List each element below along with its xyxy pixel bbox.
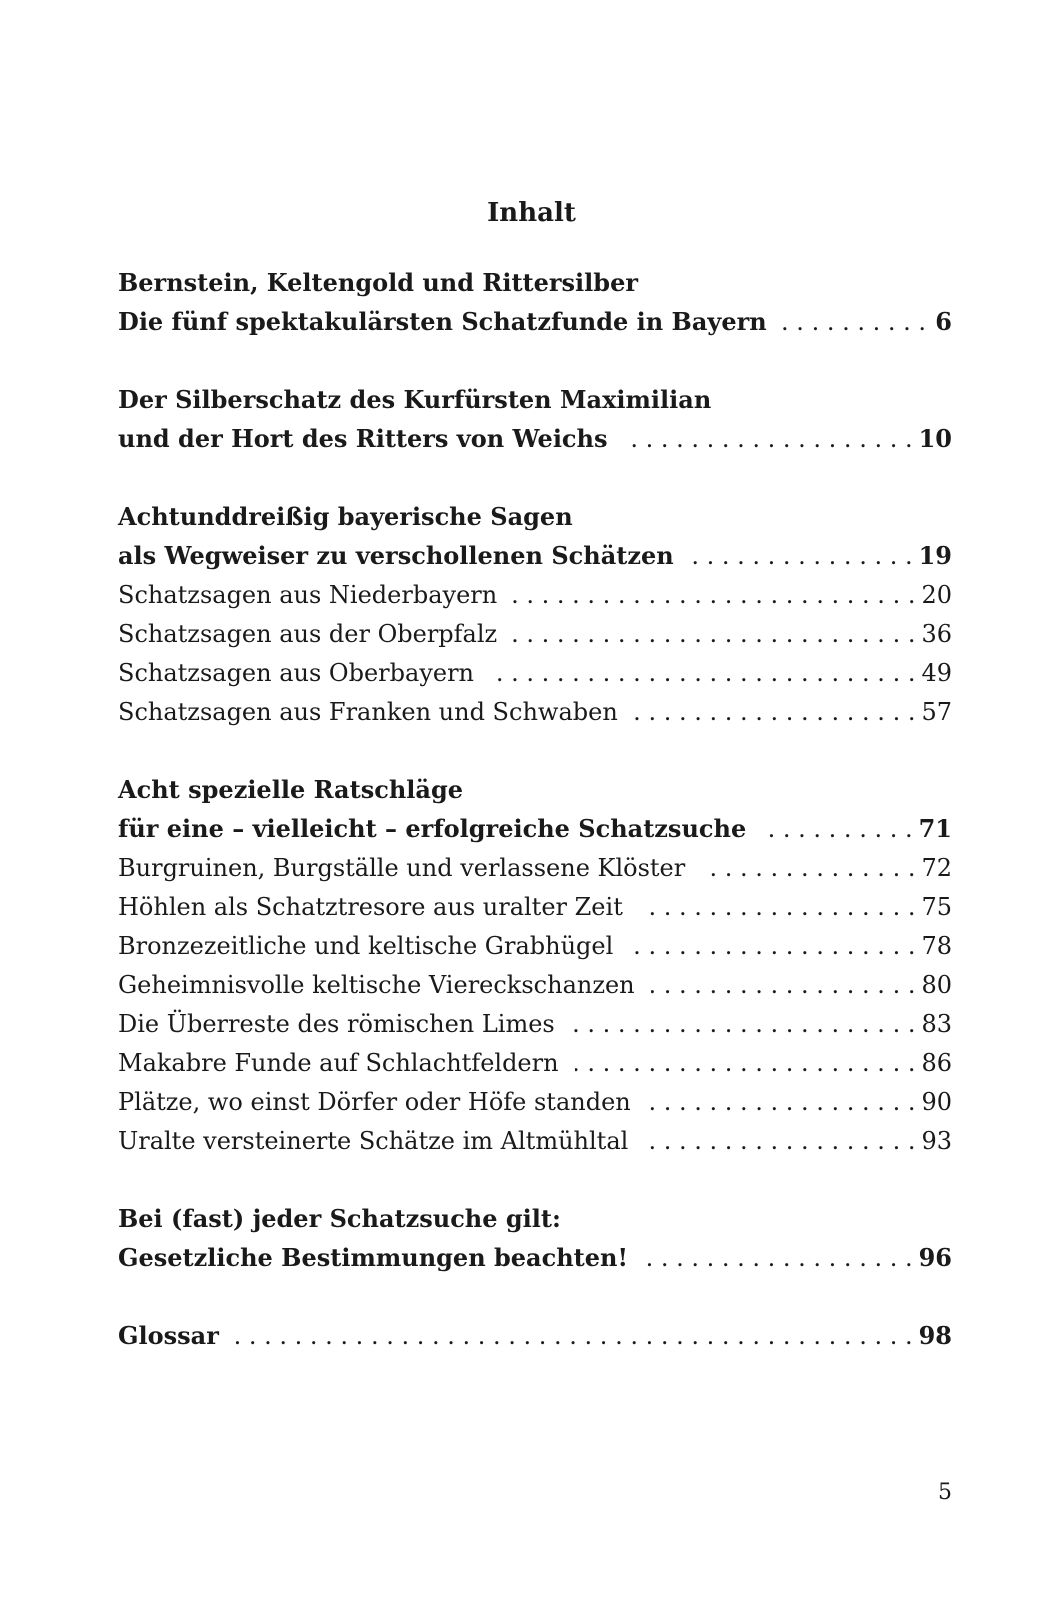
dot-leader [624, 420, 913, 458]
page-number: 5 [938, 1480, 952, 1505]
toc-subentry-label: Schatzsagen aus Franken und Schwaben [118, 698, 618, 726]
toc-page-number: 86 [921, 1049, 952, 1077]
toc-entry-label: als Wegweiser zu verschollenen Schätzen [118, 541, 674, 570]
page-title: Inhalt [487, 198, 576, 228]
toc-page-number: 72 [921, 854, 952, 882]
toc-page-number: 93 [921, 1127, 952, 1155]
toc-subentry[interactable] [118, 1005, 952, 1043]
dot-leader [651, 966, 916, 1004]
toc-entry[interactable] [118, 537, 952, 575]
dot-leader [701, 849, 915, 887]
toc-heading: Bei (fast) jeder Schatzsuche gilt: [118, 1204, 561, 1233]
toc-page-number: 96 [918, 1243, 952, 1272]
toc-subentry[interactable] [118, 849, 952, 887]
toc-subentry[interactable] [118, 927, 952, 965]
dot-leader [634, 693, 916, 731]
toc-subentry[interactable] [118, 1122, 952, 1160]
toc-subentry-label: Uralte versteinerte Schätze im Altmühltal [118, 1127, 629, 1155]
dot-leader [647, 1083, 916, 1121]
toc-page-number: 19 [918, 541, 952, 570]
toc-subentry-label: Höhlen als Schatztresore aus uralter Zeit [118, 893, 623, 921]
toc-page-number: 98 [918, 1321, 952, 1350]
toc-entry-label: Glossar [118, 1321, 219, 1350]
toc-entry[interactable] [118, 420, 952, 458]
toc-entry-label: Gesetzliche Bestimmungen beachten! [118, 1243, 628, 1272]
dot-leader [575, 1044, 916, 1082]
toc-subentry-label: Schatzsagen aus Oberbayern [118, 659, 475, 687]
toc-subentry-label: Geheimnisvolle keltische Viereckschanzen [118, 971, 635, 999]
toc-page-number: 71 [918, 814, 952, 843]
toc-subentry-label: Burgruinen, Burgställe und verlassene Klöster [118, 854, 686, 882]
dot-leader [513, 576, 915, 614]
dot-leader [783, 303, 926, 341]
toc-subentry[interactable] [118, 654, 952, 692]
dot-leader [690, 537, 913, 575]
toc-heading: Der Silberschatz des Kurfürsten Maximilian [118, 385, 712, 414]
toc-entry[interactable] [118, 1317, 952, 1355]
toc-heading: Bernstein, Keltengold und Rittersilber [118, 268, 638, 297]
toc-page-number: 6 [935, 307, 952, 336]
toc-entry-label: und der Hort des Ritters von Weichs [118, 424, 608, 453]
toc-subentry[interactable] [118, 576, 952, 614]
toc-heading: Achtunddreißig bayerische Sagen [118, 502, 573, 531]
toc-page-number: 90 [921, 1088, 952, 1116]
dot-leader [490, 654, 915, 692]
toc-page-number: 57 [921, 698, 952, 726]
toc-entry-label: für eine – vielleicht – erfolgreiche Schatzsuche [118, 814, 747, 843]
toc-page-number: 75 [921, 893, 952, 921]
toc-page-number: 36 [921, 620, 952, 648]
toc-subentry[interactable] [118, 1044, 952, 1082]
toc-entry[interactable] [118, 303, 952, 341]
toc-page-number: 80 [921, 971, 952, 999]
toc-heading: Acht spezielle Ratschläge [118, 775, 463, 804]
toc-subentry-label: Bronzezeitliche und keltische Grabhügel [118, 932, 614, 960]
toc-subentry[interactable] [118, 615, 952, 653]
toc-subentry-label: Makabre Funde auf Schlachtfeldern [118, 1049, 559, 1077]
toc-page-number: 20 [921, 581, 952, 609]
toc-subentry[interactable] [118, 888, 952, 926]
dot-leader [629, 927, 915, 965]
toc-subentry[interactable] [118, 966, 952, 1004]
toc-entry-label: Die fünf spektakulärsten Schatzfunde in Bayern [118, 307, 767, 336]
toc-subentry-label: Die Überreste des römischen Limes [118, 1010, 555, 1038]
dot-leader [762, 810, 912, 848]
toc-subentry[interactable] [118, 1083, 952, 1121]
toc-page-number: 10 [918, 424, 952, 453]
toc-page-number: 49 [921, 659, 952, 687]
toc-subentry-label: Plätze, wo einst Dörfer oder Höfe standen [118, 1088, 631, 1116]
toc-subentry-label: Schatzsagen aus Niederbayern [118, 581, 498, 609]
dot-leader [639, 888, 916, 926]
toc-subentry-label: Schatzsagen aus der Oberpfalz [118, 620, 498, 648]
toc-entry[interactable] [118, 810, 952, 848]
dot-leader [571, 1005, 916, 1043]
dot-leader [235, 1317, 913, 1355]
dot-leader [644, 1239, 913, 1277]
toc-page-number: 78 [921, 932, 952, 960]
dot-leader [513, 615, 915, 653]
dot-leader [644, 1122, 915, 1160]
toc-entry[interactable] [118, 1239, 952, 1277]
toc-subentry[interactable] [118, 693, 952, 731]
toc-page-number: 83 [921, 1010, 952, 1038]
